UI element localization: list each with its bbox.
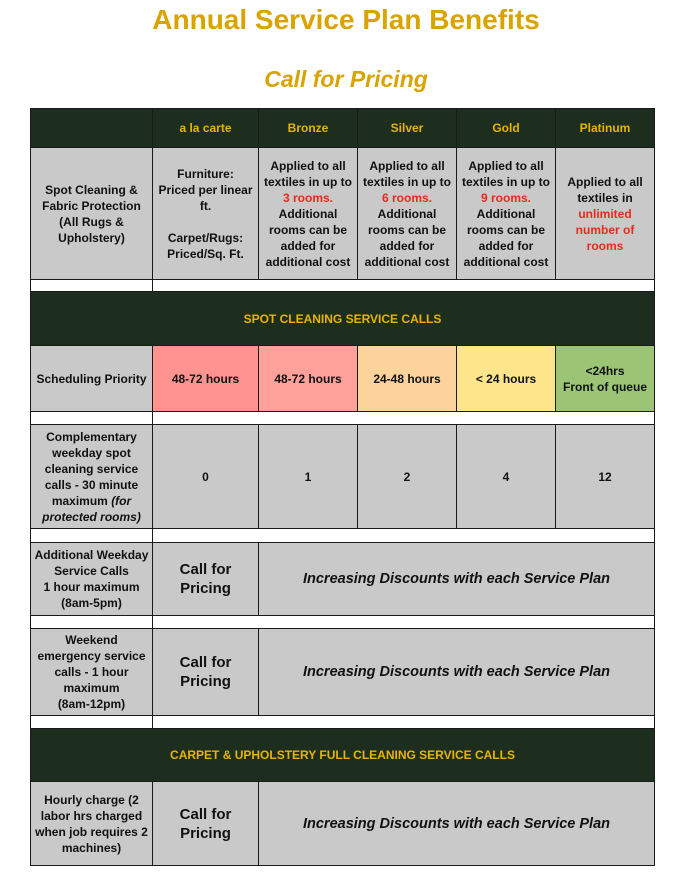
spot-cleaning-gold: Applied to all textiles in up to 9 rooms. Additional rooms can be added for additional cost bbox=[456, 147, 556, 280]
header-bronze: Bronze bbox=[258, 108, 358, 148]
page-title: Annual Service Plan Benefits bbox=[152, 4, 540, 35]
hourly-charge-note: Increasing Discounts with each Service Plan bbox=[258, 781, 655, 866]
priority-platinum: <24hrs Front of queue bbox=[555, 345, 655, 412]
hourly-charge-label: Hourly charge (2 labor hrs charged when job requires 2 machines) bbox=[30, 781, 153, 866]
spacer-values bbox=[152, 615, 655, 629]
additional-weekday-note: Increasing Discounts with each Service Plan bbox=[258, 542, 655, 616]
complementary-alacarte: 0 bbox=[152, 424, 259, 529]
priority-silver: 24-48 hours bbox=[357, 345, 457, 412]
complementary-calls-label: Complementary weekday spot cleaning service calls - 30 minute maximum (for protected rooms) bbox=[30, 424, 153, 529]
hourly-charge-price: Call for Pricing bbox=[152, 781, 259, 866]
header-empty-cell bbox=[30, 108, 153, 148]
header-silver: Silver bbox=[357, 108, 457, 148]
header-a-la-carte: a la carte bbox=[152, 108, 259, 148]
spacer-values bbox=[152, 411, 655, 425]
spacer-values bbox=[152, 715, 655, 729]
section-spot-cleaning-service-calls: SPOT CLEANING SERVICE CALLS bbox=[30, 291, 655, 346]
spot-cleaning-alacarte: Furniture: Priced per linear ft. Carpet/Rugs: Priced/Sq. Ft. bbox=[152, 147, 259, 280]
spot-cleaning-platinum: Applied to all textiles in unlimited number of rooms bbox=[555, 147, 655, 280]
spacer-label bbox=[30, 615, 153, 629]
spot-cleaning-silver: Applied to all textiles in up to 6 rooms. Additional rooms can be added for additional cost bbox=[357, 147, 457, 280]
spacer-values bbox=[152, 528, 655, 543]
page-subtitle: Call for Pricing bbox=[264, 66, 428, 92]
spot-cleaning-bronze: Applied to all textiles in up to 3 rooms. Additional rooms can be added for additional cost bbox=[258, 147, 358, 280]
priority-alacarte: 48-72 hours bbox=[152, 345, 259, 412]
spacer-label bbox=[30, 411, 153, 425]
section-full-cleaning-service-calls: CARPET & UPHOLSTERY FULL CLEANING SERVICE CALLS bbox=[30, 728, 655, 782]
priority-gold: < 24 hours bbox=[456, 345, 556, 412]
additional-weekday-label: Additional Weekday Service Calls 1 hour maximum (8am-5pm) bbox=[30, 542, 153, 616]
spacer-label bbox=[30, 715, 153, 729]
complementary-gold: 4 bbox=[456, 424, 556, 529]
weekend-emergency-price: Call for Pricing bbox=[152, 628, 259, 716]
weekend-emergency-note: Increasing Discounts with each Service Plan bbox=[258, 628, 655, 716]
complementary-platinum: 12 bbox=[555, 424, 655, 529]
weekend-emergency-label: Weekend emergency service calls - 1 hour maximum (8am-12pm) bbox=[30, 628, 153, 716]
spacer-label bbox=[30, 528, 153, 543]
header-gold: Gold bbox=[456, 108, 556, 148]
complementary-silver: 2 bbox=[357, 424, 457, 529]
complementary-bronze: 1 bbox=[258, 424, 358, 529]
spot-cleaning-label: Spot Cleaning & Fabric Protection (All Rugs & Upholstery) bbox=[30, 147, 153, 280]
priority-bronze: 48-72 hours bbox=[258, 345, 358, 412]
scheduling-priority-label: Scheduling Priority bbox=[30, 345, 153, 412]
additional-weekday-price: Call for Pricing bbox=[152, 542, 259, 616]
header-platinum: Platinum bbox=[555, 108, 655, 148]
